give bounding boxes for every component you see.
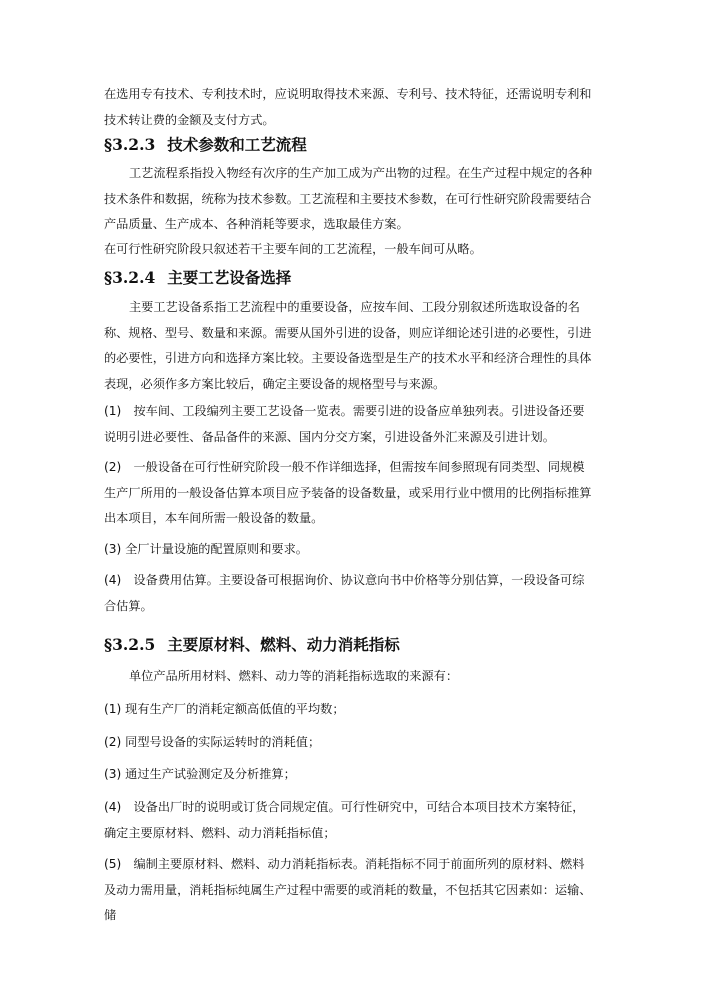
list-item: (1) 现有生产厂的消耗定额高低值的平均数；: [104, 702, 345, 716]
intro-paragraph: 在选用专有技术、专利技术时，应说明取得技术来源、专利号、技术特征，还需说明专利和技术转让费的金额及支付方式。: [104, 87, 592, 127]
equipment-paragraph: 主要工艺设备系指工艺流程中的重要设备，应按车间、工段分别叙述所选取设备的名称、规格、型号、数量和来源。需要从国外引进的设备，则应详细论述引进的必要性，引进的必要性，引进方向和选择方案比较。主要设备选型是生产的技术水平和经济合理性的具体表现，必须作多方案比较后，确定主要设备的规格型号与来源。: [104, 300, 592, 391]
section-heading-3-2-5: [104, 634, 596, 656]
list-item: (4) 设备出厂时的说明或订货合同规定值。可行性研究中，可结合本项目技术方案特征，确定主要原材料、燃料、动力消耗指标值；: [104, 800, 585, 840]
consumption-intro: 单位产品所用材料、燃料、动力等的消耗指标选取的来源有：: [129, 669, 459, 683]
section-heading-3-2-4: [104, 267, 596, 289]
list-item: (4) 设备费用估算。主要设备可根据询价、协议意向书中价格等分别估算，一段设备可综合估算。: [104, 573, 585, 613]
list-item: (1) 按车间、工段编列主要工艺设备一览表。需要引进的设备应单独列表。引进设备还要说明引进必要性、备品备件的来源、国内分交方案，引进设备外汇来源及引进计划。: [104, 404, 585, 444]
section-title: 技术参数和工艺流程: [167, 135, 307, 154]
section-title: 主要原材料、燃料、动力消耗指标: [167, 635, 400, 654]
list-item: (5) 编制主要原材料、燃料、动力消耗指标表。消耗指标不同于前面所列的原材料、燃料及动力需用量，消耗指标纯属生产过程中需要的或消耗的数量，不包括其它因素如：运输、储: [104, 857, 592, 922]
list-item: (3) 通过生产试验测定及分析推算；: [104, 767, 296, 781]
section-title: 主要工艺设备选择: [167, 268, 292, 287]
list-item: (2) 同型号设备的实际运转时的消耗值；: [104, 735, 321, 749]
section-number: §3.2.3: [104, 135, 156, 154]
workshop-paragraph: 在可行性研究阶段只叙述若干主要车间的工艺流程，一般车间可从略。: [104, 242, 482, 256]
list-item: (2) 一般设备在可行性研究阶段一般不作详细选择，但需按车间参照现有同类型、同规模生产厂所用的一般设备估算本项目应予装备的设备数量，或采用行业中惯用的比例指标推算出本项目，本车间所需一般设备的数量。: [104, 460, 592, 525]
section-heading-3-2-3: [104, 134, 596, 156]
list-item: (3) 全厂计量设施的配置原则和要求。: [104, 542, 308, 556]
process-flow-paragraph: 工艺流程系指投入物经有次序的生产加工成为产出物的过程。在生产过程中规定的各种技术条件和数据，统称为技术参数。工艺流程和主要技术参数，在可行性研究阶段需要结合产品质量、生产成本、各种消耗等要求，选取最佳方案。: [104, 166, 593, 231]
section-number: §3.2.5: [104, 635, 156, 654]
section-number: §3.2.4: [104, 268, 156, 287]
